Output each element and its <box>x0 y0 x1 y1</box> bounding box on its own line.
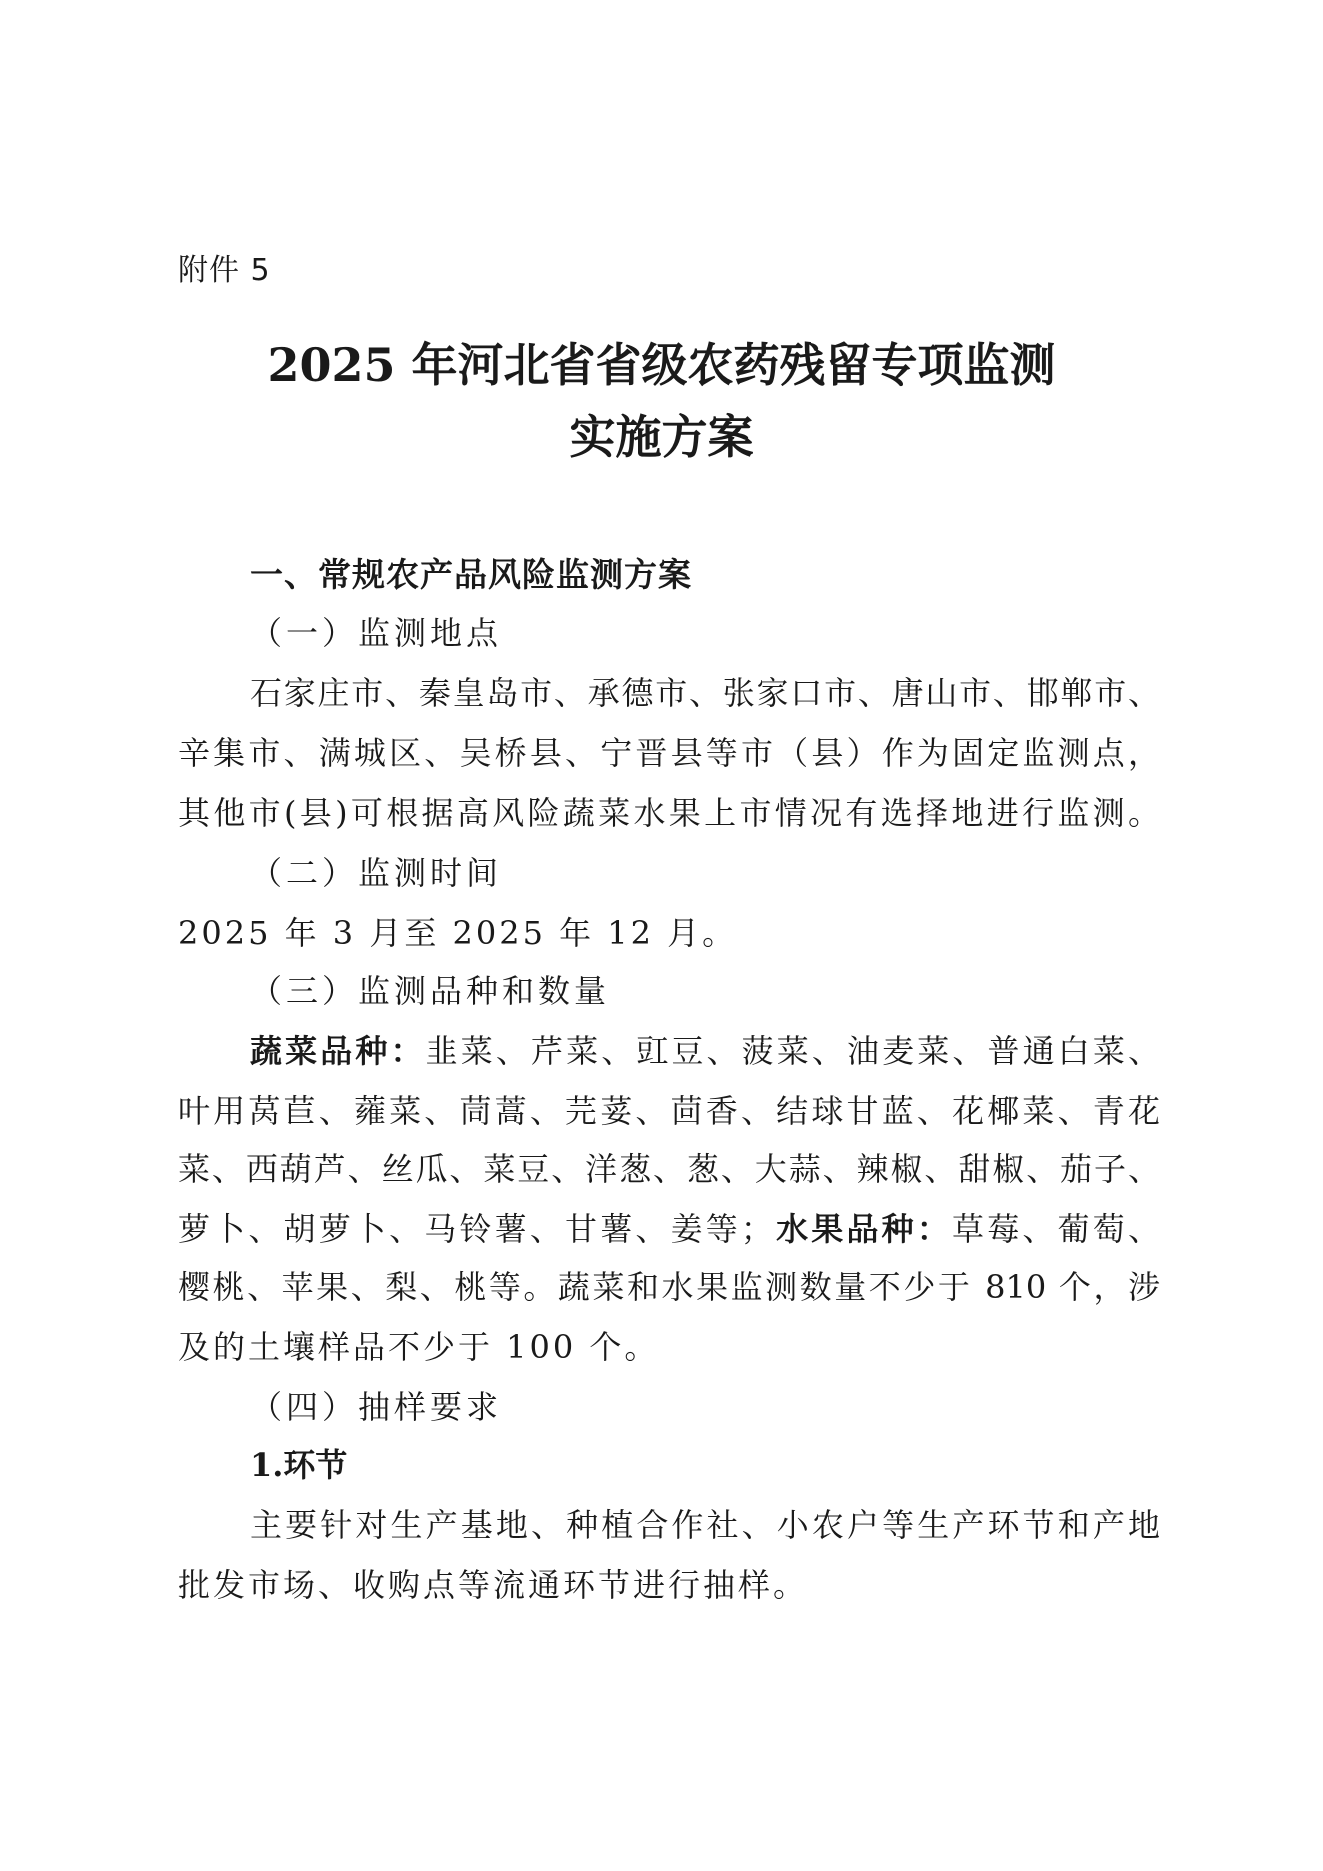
subsection-heading-time: （二）监测时间 <box>250 854 503 892</box>
subsection-heading-varieties: （三）监测品种和数量 <box>250 972 611 1010</box>
paragraph-line: 石家庄市、秦皇岛市、承德市、张家口市、唐山市、邯郸市、 <box>250 674 1160 712</box>
document-title-line-2: 实施方案 <box>569 410 754 464</box>
paragraph-line: 主要针对生产基地、种植合作社、小农户等生产环节和产地 <box>250 1506 1160 1544</box>
paragraph-line <box>178 1028 1160 1074</box>
paragraph-text: 萝卜、胡萝卜、马铃薯、甘薯、姜等； <box>178 1210 773 1248</box>
fruit-varieties-label: 水果品种： <box>772 1210 953 1248</box>
subsection-heading-location: （一）监测地点 <box>250 614 503 652</box>
document-title-line-1: 2025 年河北省省级农药残留专项监测 <box>267 338 1056 392</box>
attachment-label: 附件 5 <box>178 253 271 288</box>
paragraph-line: 菜、西葫芦、丝瓜、菜豆、洋葱、葱、大蒜、辣椒、甜椒、茄子、 <box>178 1150 1160 1188</box>
paragraph-text: 韭菜、芹菜、豇豆、菠菜、油麦菜、普通白菜、 <box>425 1032 1160 1070</box>
section-heading: 一、常规农产品风险监测方案 <box>250 555 692 594</box>
subsection-heading-sampling: （四）抽样要求 <box>250 1388 503 1426</box>
paragraph-line: 其他市(县)可根据高风险蔬菜水果上市情况有选择地进行监测。 <box>178 794 1160 832</box>
paragraph-line: 樱桃、苹果、梨、桃等。蔬菜和水果监测数量不少于 810 个，涉 <box>178 1268 1160 1306</box>
paragraph-line: 叶用莴苣、蕹菜、茼蒿、芫荽、茴香、结球甘蓝、花椰菜、青花 <box>178 1092 1160 1130</box>
paragraph-line: 及的土壤样品不少于 100 个。 <box>178 1328 660 1366</box>
paragraph-line <box>178 1206 1160 1252</box>
paragraph-line: 批发市场、收购点等流通环节进行抽样。 <box>178 1566 809 1604</box>
item-heading-stage: 1.环节 <box>250 1446 348 1484</box>
vegetable-varieties-label: 蔬菜品种： <box>250 1032 426 1070</box>
paragraph-text: 草莓、葡萄、 <box>952 1210 1160 1248</box>
paragraph-line: 2025 年 3 月至 2025 年 12 月。 <box>178 914 738 952</box>
paragraph-line: 辛集市、满城区、吴桥县、宁晋县等市（县）作为固定监测点， <box>178 734 1160 772</box>
